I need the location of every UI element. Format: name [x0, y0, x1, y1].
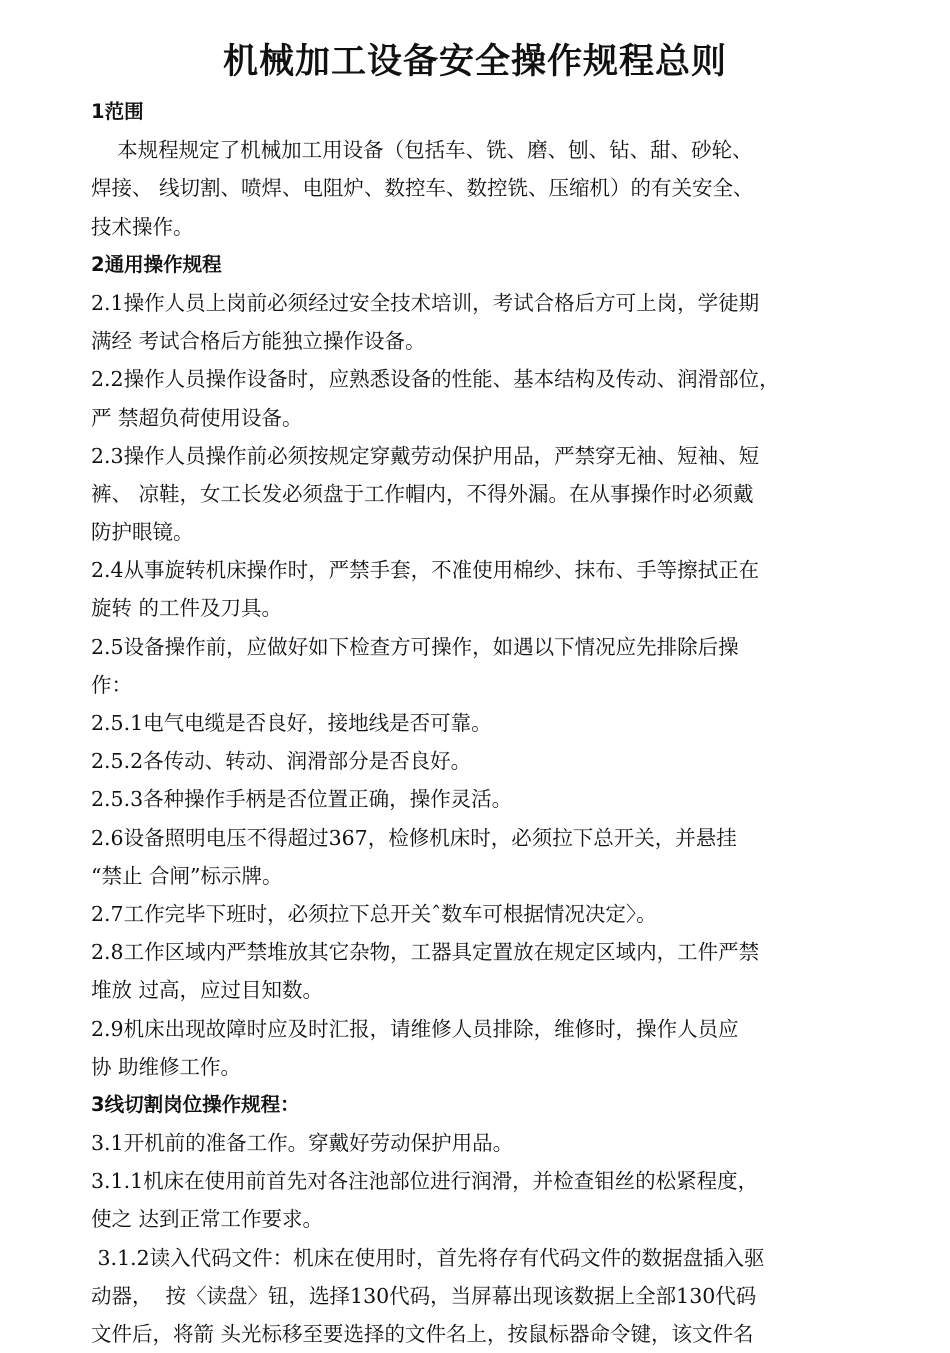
paragraph-line: 本规程规定了机械加工用设备（包括车、铣、磨、刨、钻、甜、砂轮、	[91, 138, 753, 163]
paragraph-line: 2.2操作人员操作设备时，应熟悉设备的性能、基本结构及传动、润滑部位，	[91, 367, 780, 392]
paragraph-line: 3.1开机前的准备工作。穿戴好劳动保护用品。	[91, 1131, 514, 1156]
paragraph-line: 3.1.1机床在使用前首先对各注池部位进行润滑，并检查钼丝的松紧程度，	[91, 1169, 759, 1194]
paragraph-line: 2.7工作完毕下班时，必须拉下总开关ˆ数车可根据情况决定〉。	[91, 901, 657, 926]
document-title: 机械加工设备安全操作规程总则	[222, 42, 727, 82]
paragraph-line: 文件后，将箭 头光标移至要选择的文件名上，按鼠标器命令键，该文件名	[91, 1322, 754, 1346]
paragraph-line: 2.8工作区域内严禁堆放其它杂物，工器具定置放在规定区域内，工件严禁	[91, 940, 760, 965]
paragraph-line: 裤、 凉鞋，女工长发必须盘于工作帽内，不得外漏。在从事操作时必须戴	[91, 481, 754, 506]
paragraph-line: 技术操作。	[91, 214, 194, 239]
section-heading: 2通用操作规程	[91, 252, 222, 276]
paragraph-line: 动器， 按〈读盘〉钮，选择130代码，当屏幕出现该数据上全部130代码	[91, 1283, 757, 1308]
paragraph-line: 满经 考试合格后方能独立操作设备。	[91, 329, 426, 354]
paragraph-line: 2.4从事旋转机床操作时，严禁手套，不准使用棉纱、抹布、手等擦拭正在	[91, 558, 760, 583]
paragraph-line: 协 助维修工作。	[91, 1054, 242, 1079]
paragraph-line: 堆放 过高，应过目知数。	[91, 978, 324, 1003]
paragraph-line: 2.5.2各传动、转动、润滑部分是否良好。	[91, 749, 472, 774]
paragraph-line: 使之 达到正常工作要求。	[91, 1207, 324, 1232]
paragraph-line: 2.9机床出现故障时应及时汇报，请维修人员排除，维修时，操作人员应	[91, 1016, 739, 1041]
paragraph-line: “禁止 合闸”标示牌。	[91, 863, 283, 888]
paragraph-line: 2.5.1电气电缆是否良好，接地线是否可靠。	[91, 711, 492, 735]
paragraph-line: 焊接、 线切割、喷焊、电阻炉、数控车、数控铣、压缩机）的有关安全、	[91, 176, 754, 201]
paragraph-line: 严 禁超负荷使用设备。	[91, 405, 303, 430]
paragraph-line: 2.1操作人员上岗前必须经过安全技术培训，考试合格后方可上岗，学徒期	[91, 290, 760, 315]
paragraph-line: 旋转 的工件及刀具。	[91, 596, 283, 621]
paragraph-line: 作：	[91, 672, 132, 697]
paragraph-line: 2.5设备操作前，应做好如下检查方可操作，如遇以下情况应先排除后操	[91, 634, 739, 659]
section-heading: 3线切割岗位操作规程：	[91, 1092, 300, 1116]
paragraph-line: 3.1.2读入代码文件：机床在使用时，首先将存有代码文件的数据盘插入驱	[91, 1245, 765, 1270]
paragraph-line: 防护眼镜。	[91, 520, 194, 545]
paragraph-line: 2.3操作人员操作前必须按规定穿戴劳动保护用品，严禁穿无袖、短袖、短	[91, 443, 760, 468]
paragraph-line: 2.6设备照明电压不得超过367，检修机床时，必须拉下总开关，并悬挂	[91, 825, 737, 850]
section-heading: 1范围	[91, 100, 144, 123]
document-body	[91, 93, 871, 1353]
paragraph-line: 2.5.3各种操作手柄是否位置正确，操作灵活。	[91, 787, 513, 812]
